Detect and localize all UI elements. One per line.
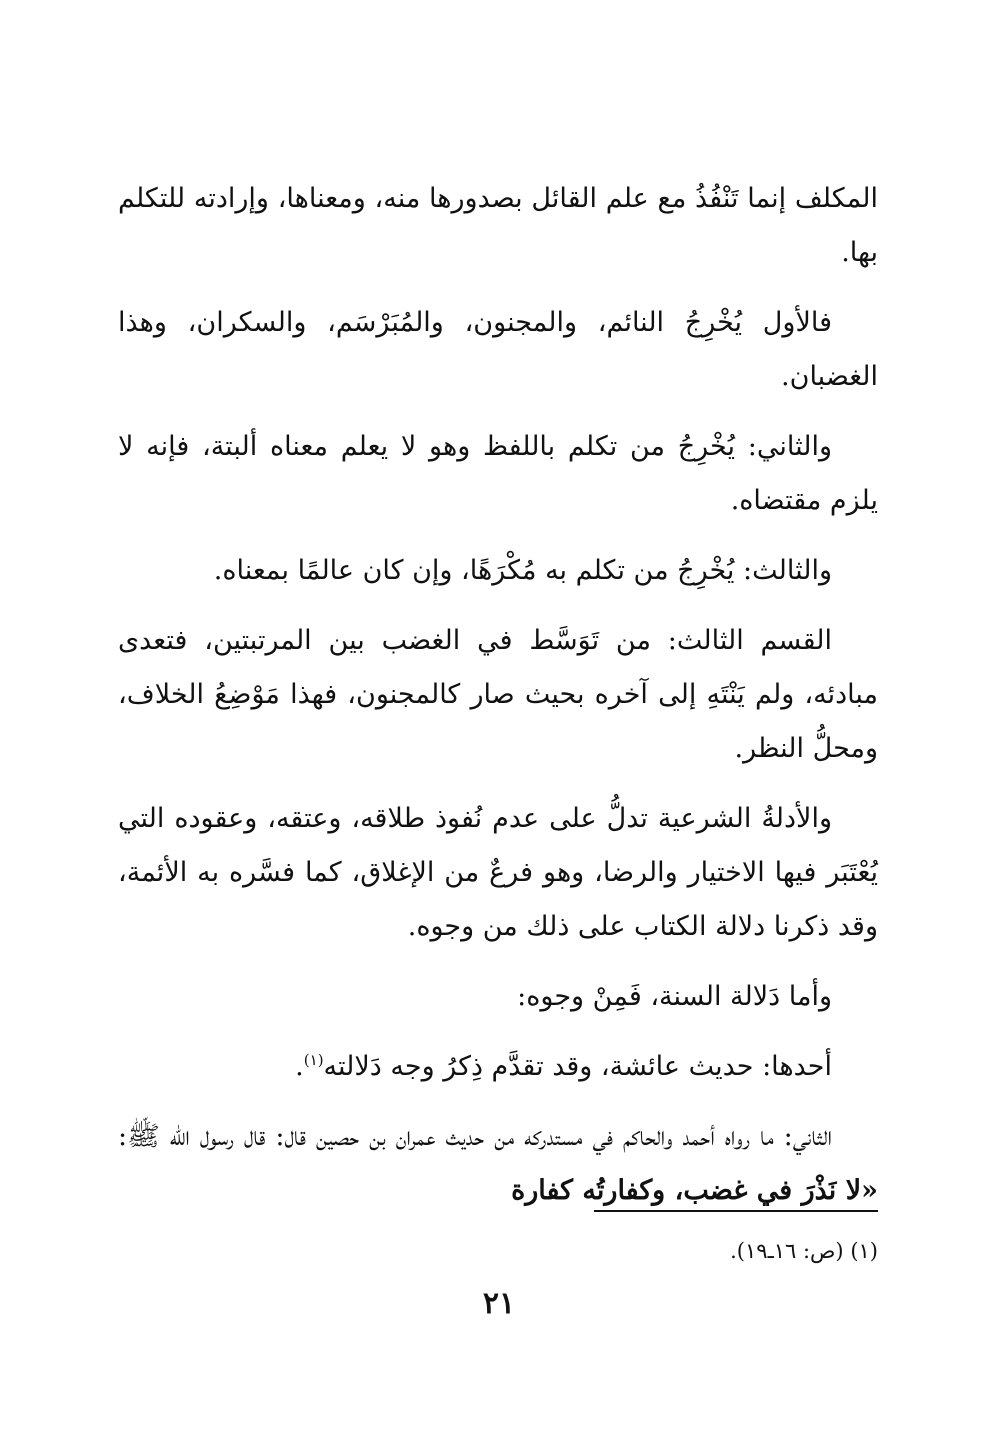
- paragraph-first-category: فالأول يُخْرِجُ النائم، والمجنون، والمُبَرْسَم، والسكران، وهذا الغضبان.: [118, 307, 878, 392]
- footnote: [730, 1235, 878, 1267]
- paragraph-second-evidence: [118, 1110, 878, 1218]
- paragraph-third-section: القسم الثالث: من تَوَسَّط في الغضب بين المرتبتين، فتعدى مبادئه، ولم يَنْتَهِ إلى آخره بحيث صار كالمجنون، فهذا مَوْضِعُ الخلاف، ومحلُّ النظر.: [118, 625, 878, 764]
- footnote-text: (ص: ١٦ـ١٩).: [730, 1239, 844, 1263]
- page-number: ٢١: [482, 1286, 516, 1321]
- paragraph-second-category: والثاني: يُخْرِجُ من تكلم باللفظ وهو لا يعلم معناه ألبتة، فإنه لا يلزم مقتضاه.: [118, 431, 878, 516]
- main-text: [118, 172, 878, 1234]
- first-evidence-text: أحدها: حديث عائشة، وقد تقدَّم ذِكرُ وجه دَلالته: [323, 1051, 832, 1082]
- paragraph-first-evidence: [118, 1040, 878, 1094]
- paragraph-sunnah-intro: وأما دَلالة السنة، فَمِنْ وجوه:: [517, 981, 832, 1012]
- paragraph-continuation: المكلف إنما تَنْفُذُ مع علم القائل بصدورها منه، ومعناها، وإرادته للتكلم بها.: [118, 183, 878, 268]
- hadith-quote: «لا نَذْرَ في غضب، وكفارتُه كفارة: [511, 1175, 878, 1206]
- footnote-number: (١): [850, 1239, 878, 1263]
- first-evidence-end: .: [295, 1051, 304, 1082]
- paragraph-third-category: والثالث: يُخْرِجُ من تكلم به مُكْرَهًا، وإن كان عالمًا بمعناه.: [213, 555, 832, 586]
- footnote-marker[interactable]: (١): [303, 1051, 324, 1069]
- paragraph-legal-evidence: والأدلةُ الشرعية تدلُّ على عدم نُفوذ طلاقه، وعتقه، وعقوده التي يُعْتَبَر فيها الاختيار والرضا، وهو فرعٌ من الإغلاق، كما فسَّره به الأئمة، وقد ذكرنا دلالة الكتاب على ذلك من وجوه.: [118, 803, 878, 942]
- footnote-separator: [594, 1210, 878, 1212]
- second-evidence-text: الثاني: ما رواه أحمد والحاكم في مستدركه من حديث عمران بن حصين قال: قال رسول الله ﷺ:: [118, 1121, 832, 1152]
